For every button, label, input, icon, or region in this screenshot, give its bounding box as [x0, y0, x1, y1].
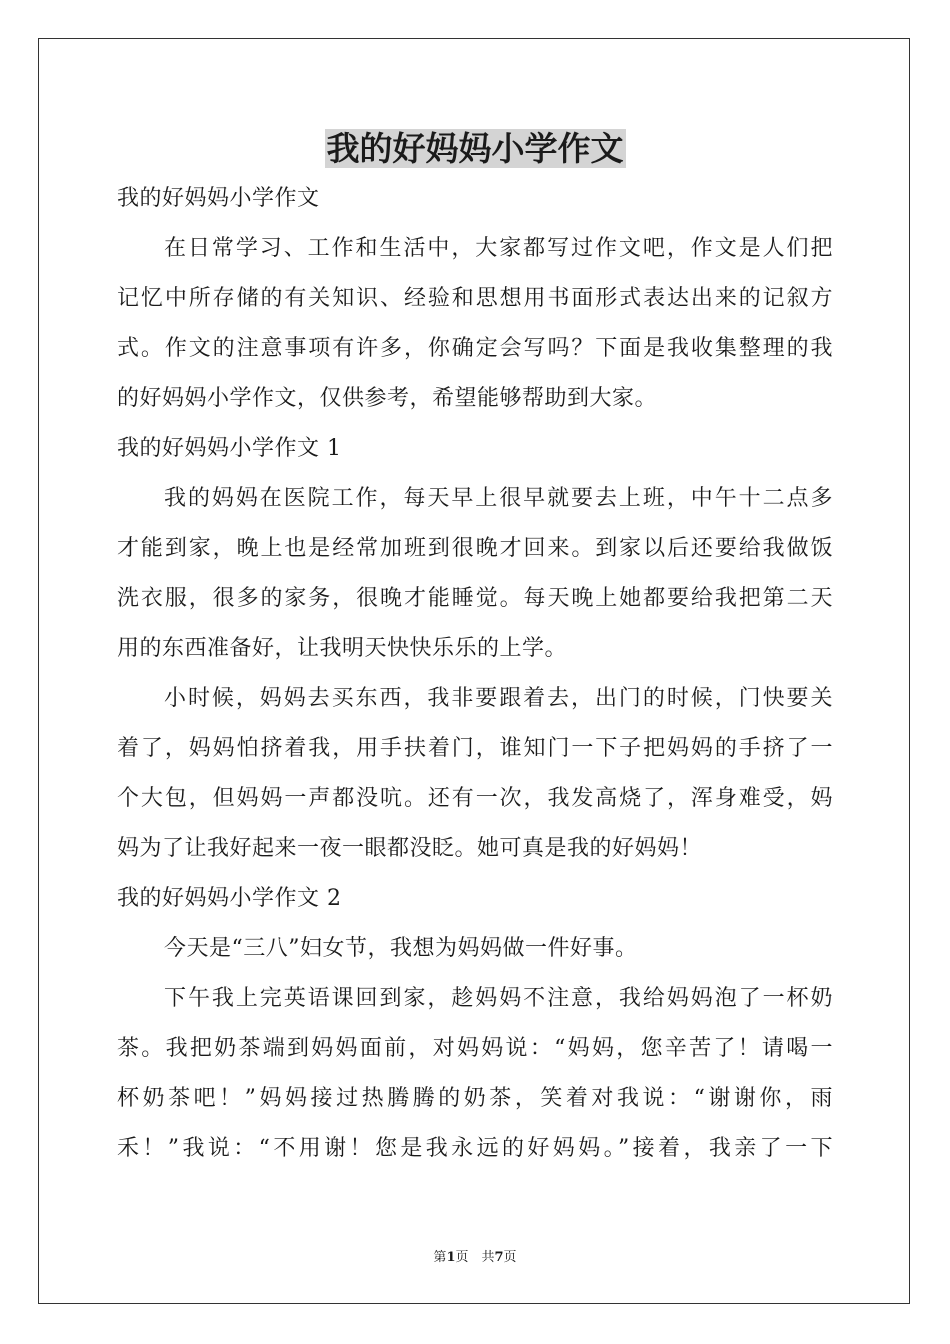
- text-line: 今天是“三八”妇女节，我想为妈妈做一件好事。: [164, 936, 638, 961]
- document-body: [117, 174, 833, 1174]
- text-line: 的好妈妈小学作文，仅供参考，希望能够帮助到大家。: [117, 386, 658, 411]
- document-title-text: 我的好妈妈小学作文: [326, 129, 624, 168]
- text-line: 我的好妈妈小学作文 1: [117, 436, 342, 461]
- text-line: 我的好妈妈小学作文: [117, 186, 320, 211]
- text-line: 下午我上完英语课回到家，趁妈妈不注意，我给妈妈泡了一杯奶: [164, 986, 833, 1011]
- footer-middle: 页 共: [455, 1250, 495, 1265]
- text-line: 我的妈妈在医院工作，每天早上很早就要去上班，中午十二点多: [164, 486, 833, 511]
- document-title: [0, 124, 950, 174]
- text-line: 茶。我把奶茶端到妈妈面前，对妈妈说：“妈妈，您辛苦了！请喝一: [117, 1036, 833, 1061]
- text-line: 我的好妈妈小学作文 2: [117, 886, 342, 911]
- footer-total-pages: 7: [494, 1250, 504, 1265]
- text-line: 杯奶茶吧！”妈妈接过热腾腾的奶茶，笑着对我说：“谢谢你，雨: [117, 1086, 833, 1111]
- text-line: 个大包，但妈妈一声都没吭。还有一次，我发高烧了，浑身难受，妈: [117, 786, 833, 811]
- text-line: 用的东西准备好，让我明天快快乐乐的上学。: [117, 636, 568, 661]
- text-line: 小时候，妈妈去买东西，我非要跟着去，出门的时候，门快要关: [164, 686, 833, 711]
- footer-suffix: 页: [503, 1250, 517, 1265]
- footer-prefix: 第: [433, 1250, 447, 1265]
- footer-current-page: 1: [446, 1250, 456, 1265]
- text-line: 着了，妈妈怕挤着我，用手扶着门，谁知门一下子把妈妈的手挤了一: [117, 736, 833, 761]
- text-line: 在日常学习、工作和生活中，大家都写过作文吧，作文是人们把: [164, 236, 833, 261]
- text-line: 洗衣服，很多的家务，很晚才能睡觉。每天晚上她都要给我把第二天: [117, 586, 833, 611]
- text-line: 记忆中所存储的有关知识、经验和思想用书面形式表达出来的记叙方: [117, 286, 833, 311]
- text-line: 式。作文的注意事项有许多，你确定会写吗？下面是我收集整理的我: [117, 336, 833, 361]
- text-line: 妈为了让我好起来一夜一眼都没眨。她可真是我的好妈妈！: [117, 836, 703, 861]
- text-line: 禾！”我说：“不用谢！您是我永远的好妈妈。”接着，我亲了一下: [117, 1136, 833, 1161]
- page-footer: [0, 1248, 950, 1268]
- text-line: 才能到家，晚上也是经常加班到很晚才回来。到家以后还要给我做饭: [117, 536, 833, 561]
